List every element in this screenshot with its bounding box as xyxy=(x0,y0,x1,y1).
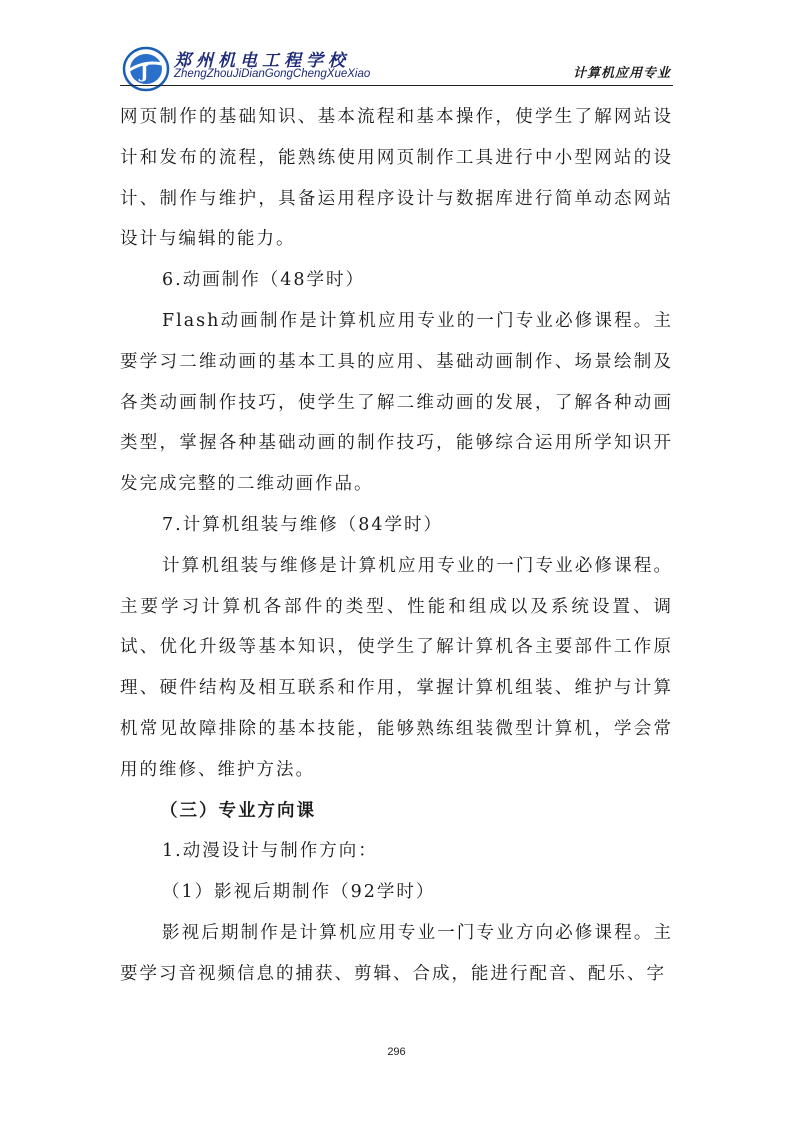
header-divider xyxy=(120,85,673,86)
school-name-en: ZhengZhouJiDianGongChengXueXiao xyxy=(174,68,371,80)
subcourse-heading: （1）影视后期制作（92学时） xyxy=(162,882,436,903)
paragraph-web-design: 网页制作的基础知识、基本流程和基本操作，使学生了解网站设计和发布的流程，能熟练使用网页制作工具进行中小型网站的设计、制作与维护，具备运用程序设计与数据库进行简单动态网站设计与编辑的能力。 xyxy=(120,107,673,250)
page-header xyxy=(0,0,793,92)
document-body xyxy=(120,97,673,995)
paragraph-animation: Flash动画制作是计算机应用专业的一门专业必修课程。主要学习二维动画的基本工具的应用、基础动画制作、场景绘制及各类动画制作技巧，使学生了解二维动画的发展，了解各种动画类型，掌握各种基础动画的制作技巧，能够综合运用所学知识开发完成完整的二维动画作品。 xyxy=(120,310,673,495)
course-heading-animation: 6.动画制作（48学时） xyxy=(162,270,365,291)
school-name-cn: 郑州机电工程学校 xyxy=(174,51,350,71)
direction-heading: 1.动漫设计与制作方向： xyxy=(162,841,378,862)
page-number: 296 xyxy=(387,1046,406,1058)
course-heading-assembly: 7.计算机组装与维修（84学时） xyxy=(162,514,443,535)
section-heading: （三）专业方向课 xyxy=(160,800,316,821)
paragraph-assembly: 计算机组装与维修是计算机应用专业的一门专业必修课程。主要学习计算机各部件的类型、性能和组成以及系统设置、调试、优化升级等基本知识，使学生了解计算机各主要部件工作原理、硬件结构及相互联系和作用，掌握计算机组装、维护与计算机常见故障排除的基本技能，能够熟练组装微型计算机，学会常用的维修、维护方法。 xyxy=(120,555,673,780)
major-title: 计算机应用专业 xyxy=(572,66,671,81)
svg-text:J: J xyxy=(140,62,149,83)
paragraph-post-production: 影视后期制作是计算机应用专业一门专业方向必修课程。主要学习音视频信息的捕获、剪辑、合成，能进行配音、配乐、字 xyxy=(120,922,673,984)
